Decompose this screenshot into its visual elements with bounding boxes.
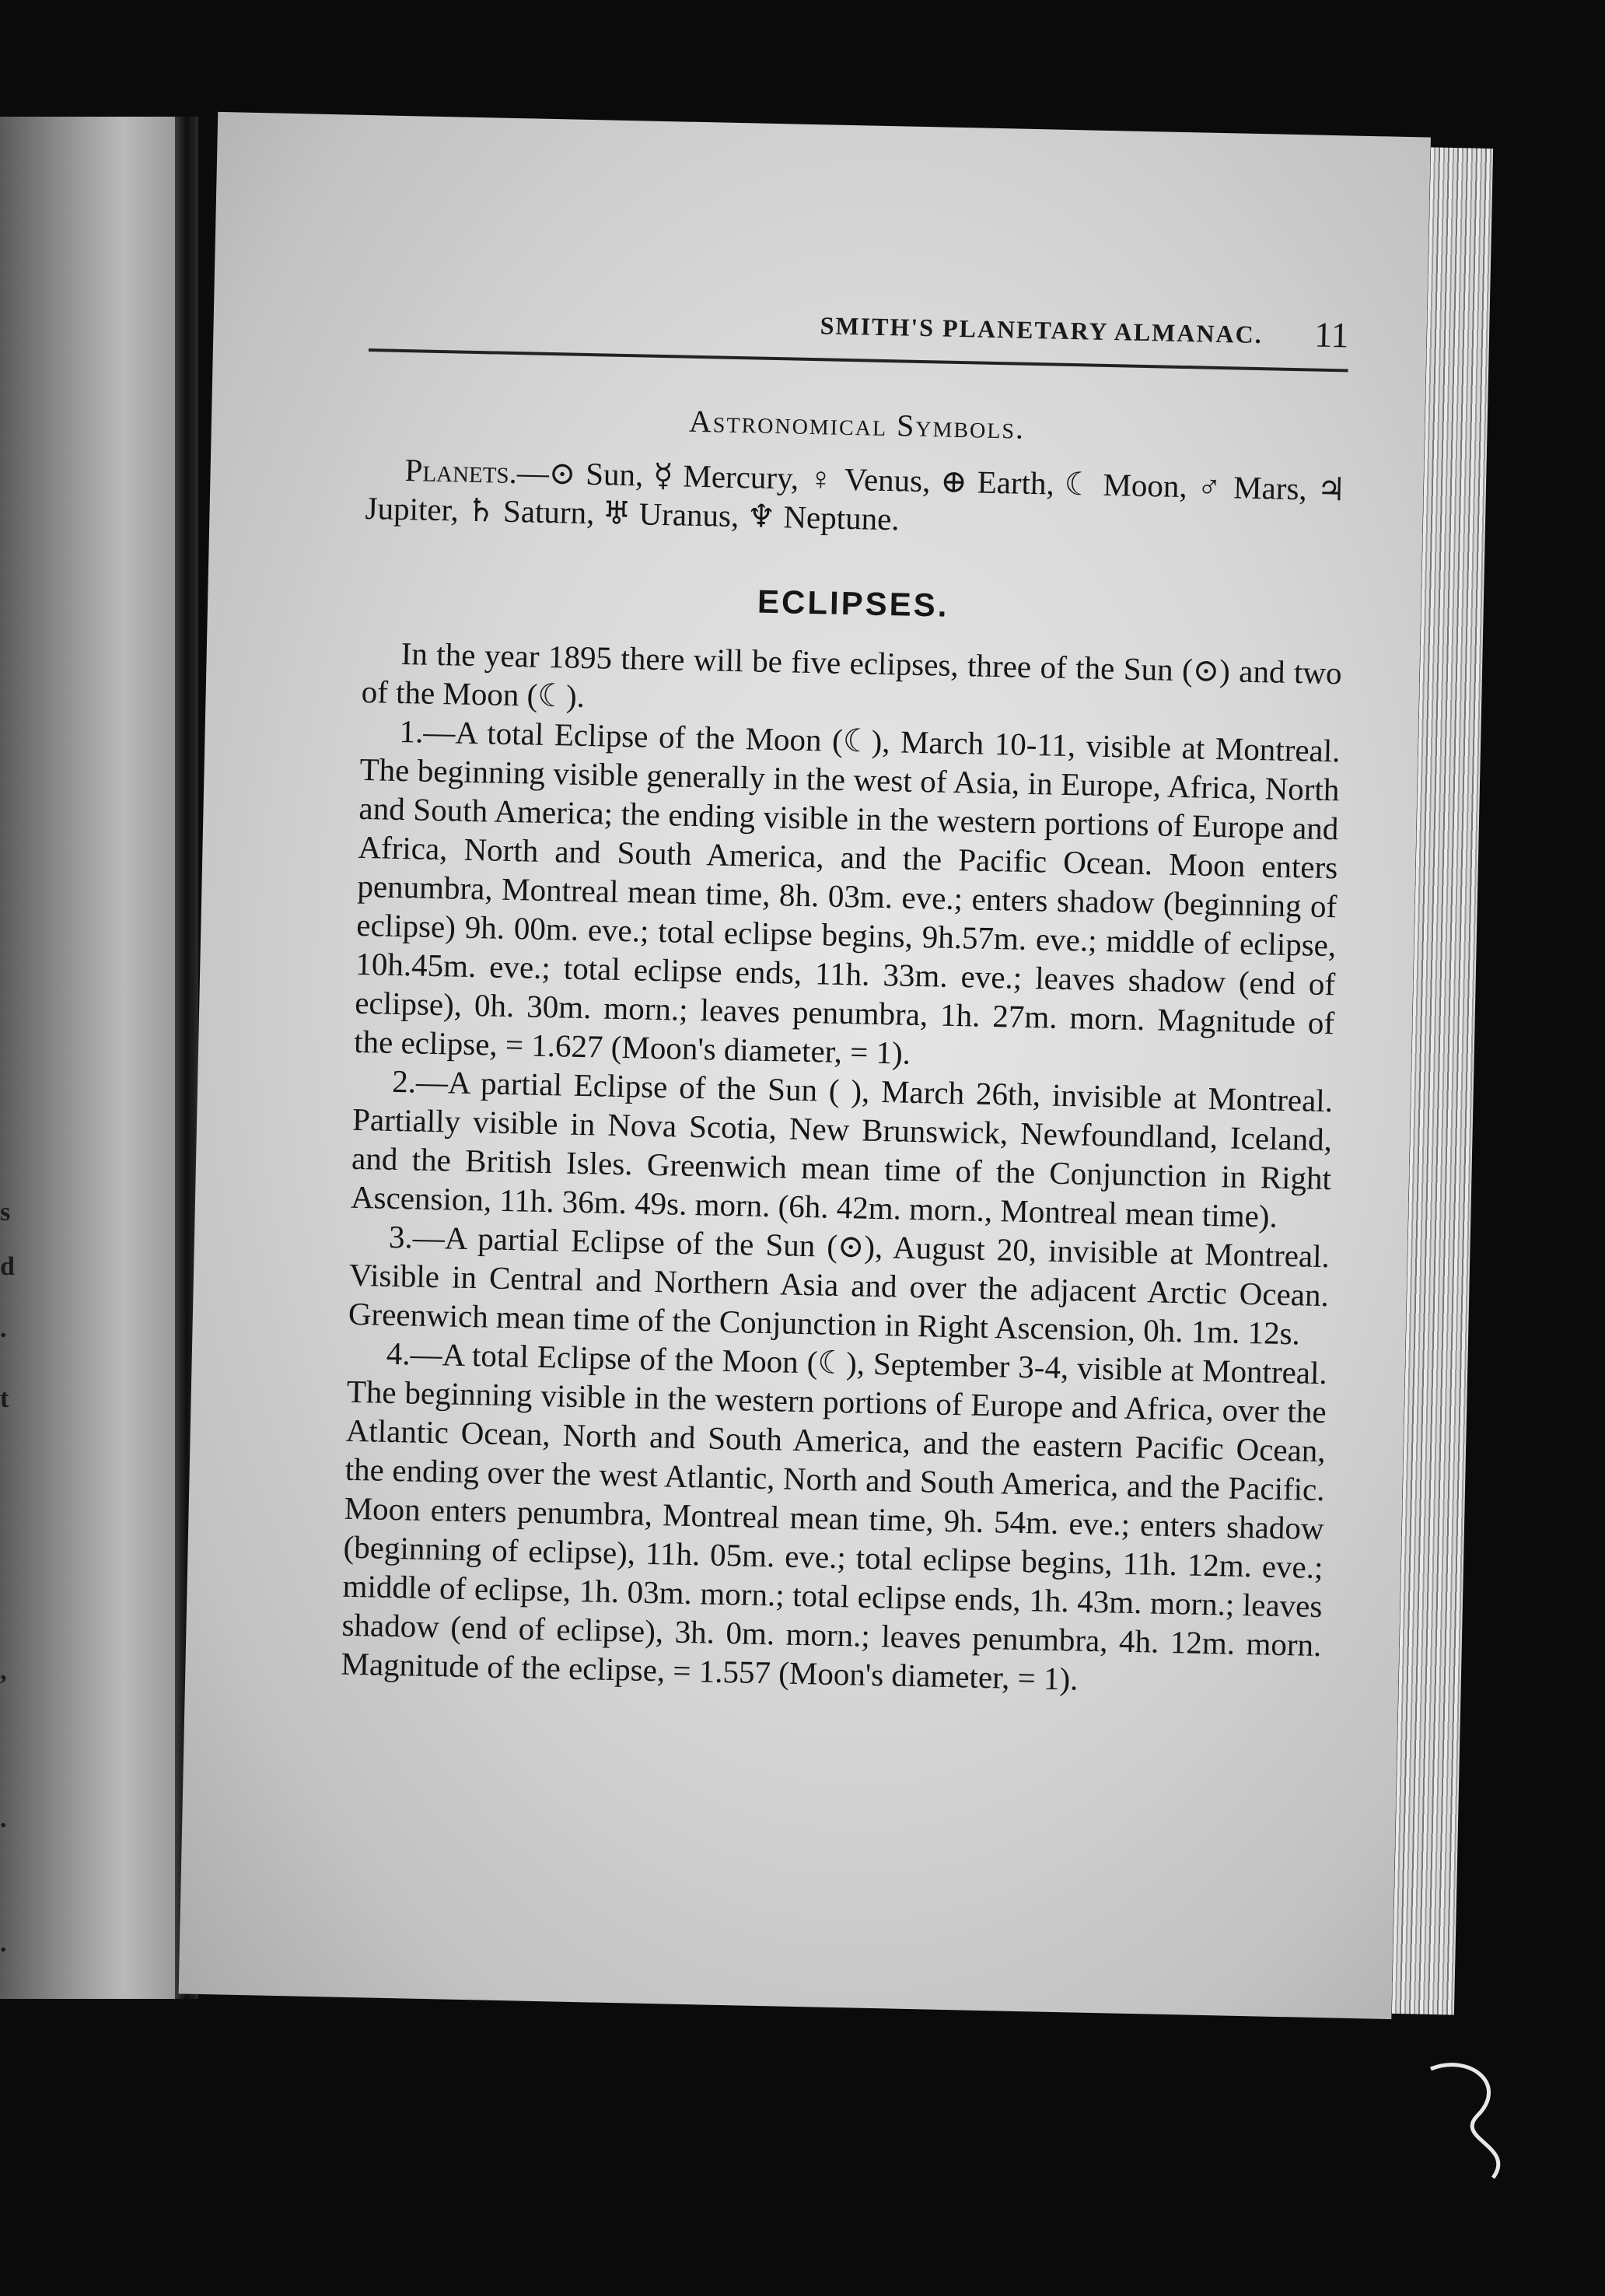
book-page <box>179 112 1431 2019</box>
planets-lead: Planets.— <box>404 452 550 491</box>
left-page-fragment: . <box>0 1929 7 1958</box>
eclipse-entry: 3.—A partial Eclipse of the Sun (⊙), August 20, invisible at Montreal. Visible in Central and Northern Asia and over the adjacent Arctic Ocean. Greenwich mean time of the Conjunction in Right Ascension, 0h. 1m. 12s. <box>348 1218 1331 1352</box>
eclipses-intro: In the year 1895 there will be five eclipses, three of the Sun (⊙) and two of the Moon (☾). <box>361 635 1342 714</box>
left-page-fragment: d <box>0 1252 15 1281</box>
left-page-fragment: . <box>0 1804 7 1833</box>
left-page-fragment: s <box>0 1198 11 1227</box>
edge-scribble <box>1423 2053 1532 2186</box>
page-body <box>341 395 1347 1703</box>
eclipse-entry: 2.—A partial Eclipse of the Sun ( ), March 26th, invisible at Montreal. Partially visible in Nova Scotia, New Brunswick, Newfoundland, Iceland, and the British Isles. Greenwich mean time of the Conjunction in Right Ascension, 11h. 36m. 49s. morn. (6h. 42m. morn., Montreal mean time). <box>350 1062 1334 1234</box>
left-page-edge <box>0 117 175 1999</box>
page-number: 11 <box>1313 314 1350 355</box>
left-page-fragment: . <box>0 1314 7 1343</box>
eclipse-entry: 1.—A total Eclipse of the Moon (☾), March 10-11, visible at Montreal. The beginning visible generally in the west of Asia, in Europe, Africa, North and South America; the ending visible in the western portions of Europe and Africa, North and South America, and the Pacific Ocean. Moon enters penumbra, Montreal mean time, 8h. 03m. eve.; enters shadow (beginning of eclipse) 9h. 00m. eve.; total eclipse begins, 9h.57m. eve.; middle of eclipse, 10h.45m. eve.; total eclipse ends, 11h. 33m. eve.; leaves shadow (end of eclipse), 0h. 30m. morn.; leaves penumbra, 1h. 27m. morn. Magnitude of the eclipse, = 1.627 (Moon's diameter, = 1). <box>353 712 1341 1071</box>
planet-symbols-paragraph <box>365 450 1346 548</box>
eclipses-heading: ECLIPSES. <box>757 583 949 624</box>
left-page-fragment: , <box>0 1657 7 1685</box>
eclipse-entry: 4.—A total Eclipse of the Moon (☾), September 3-4, visible at Montreal. The beginning visible in the western portions of Europe and Africa, over the Atlantic Ocean, North and South America, and the eastern Pacific Ocean, the ending over the west Atlantic, North and South America, and the Pacific. Moon enters penumbra, Montreal mean time, 9h. 54m. eve.; enters shadow (beginning of eclipse), 11h. 05m. eve.; total eclipse begins, 11h. 12m. eve.; middle of eclipse, 1h. 03m. morn.; total eclipse ends, 1h. 43m. morn.; leaves shadow (end of eclipse), 3h. 0m. morn.; leaves penumbra, 4h. 12m. morn. Magnitude of the eclipse, = 1.557 (Moon's diameter, = 1). <box>341 1335 1328 1697</box>
running-title: SMITH'S PLANETARY ALMANAC. <box>820 311 1264 349</box>
left-page-fragment: t <box>0 1384 9 1413</box>
planets-text: ⊙ Sun, ☿ Mercury, ♀ Venus, ⊕ Earth, ☾ Moon, ♂ Mars, ♃ Jupiter, ♄ Saturn, ♅ Uranus, ♆ Neptune. <box>365 454 1346 537</box>
symbols-heading: Astronomical Symbols. <box>688 403 1026 446</box>
